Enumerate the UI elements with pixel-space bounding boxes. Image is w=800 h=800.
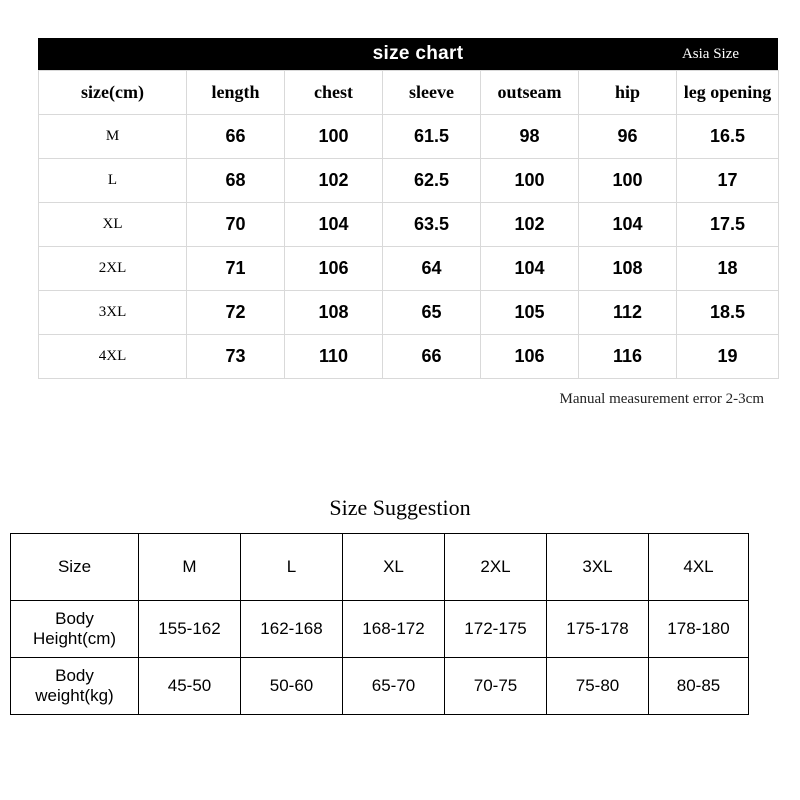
cell-chest: 100 — [285, 115, 383, 159]
size-suggestion-table — [10, 533, 749, 715]
size-suggestion-block — [8, 495, 792, 715]
cell-hip: 96 — [579, 115, 677, 159]
size-suggestion-title: Size Suggestion — [329, 495, 471, 520]
cell-sleeve: 65 — [383, 291, 481, 335]
cell-chest: 106 — [285, 247, 383, 291]
header-spacer-mid — [513, 38, 643, 70]
cell-outseam: 98 — [481, 115, 579, 159]
row-size-label: 4XL — [39, 335, 187, 379]
cell-chest: 110 — [285, 335, 383, 379]
suggestion-row-label-height — [11, 601, 139, 658]
cell-chest: 102 — [285, 159, 383, 203]
column-header-hip: hip — [579, 71, 677, 115]
cell-leg-opening: 18 — [677, 247, 779, 291]
size-chart-title: size chart — [323, 38, 513, 70]
cell-outseam: 106 — [481, 335, 579, 379]
cell-length: 70 — [187, 203, 285, 247]
column-header-sleeve: sleeve — [383, 71, 481, 115]
cell-hip: 100 — [579, 159, 677, 203]
cell-sleeve: 63.5 — [383, 203, 481, 247]
cell-leg-opening: 19 — [677, 335, 779, 379]
cell-hip: 112 — [579, 291, 677, 335]
table-row — [39, 291, 779, 335]
measurement-note: Manual measurement error 2-3cm — [559, 391, 764, 407]
row-label-line-1: Body — [55, 609, 94, 629]
size-chart-block — [38, 38, 778, 408]
cell-hip: 108 — [579, 247, 677, 291]
column-header-chest: chest — [285, 71, 383, 115]
table-row — [39, 247, 779, 291]
cell-weight-m: 45-50 — [139, 658, 241, 715]
cell-leg-opening: 17 — [677, 159, 779, 203]
table-row — [39, 203, 779, 247]
cell-sleeve: 66 — [383, 335, 481, 379]
cell-chest: 108 — [285, 291, 383, 335]
cell-chest: 104 — [285, 203, 383, 247]
row-size-label: 2XL — [39, 247, 187, 291]
cell-length: 68 — [187, 159, 285, 203]
cell-length: 66 — [187, 115, 285, 159]
table-row — [39, 335, 779, 379]
table-header-row — [39, 71, 779, 115]
row-label-line-2: Height(cm) — [32, 629, 117, 648]
cell-weight-2xl: 70-75 — [445, 658, 547, 715]
cell-weight-4xl: 80-85 — [649, 658, 749, 715]
suggestion-row-height — [11, 601, 749, 658]
column-header-length: length — [187, 71, 285, 115]
cell-length: 72 — [187, 291, 285, 335]
cell-height-2xl: 172-175 — [445, 601, 547, 658]
column-header-leg-opening: leg opening — [677, 71, 779, 115]
cell-hip: 104 — [579, 203, 677, 247]
cell-sleeve: 64 — [383, 247, 481, 291]
cell-height-m: 155-162 — [139, 601, 241, 658]
cell-weight-xl: 65-70 — [343, 658, 445, 715]
cell-sleeve: 61.5 — [383, 115, 481, 159]
cell-length: 71 — [187, 247, 285, 291]
header-spacer-left — [38, 38, 323, 70]
size-chart-header — [38, 38, 778, 70]
cell-height-3xl: 175-178 — [547, 601, 649, 658]
suggestion-size-l: L — [241, 534, 343, 601]
row-label-line-1: Body — [55, 666, 94, 686]
row-size-label: L — [39, 159, 187, 203]
cell-leg-opening: 17.5 — [677, 203, 779, 247]
cell-length: 73 — [187, 335, 285, 379]
suggestion-row-weight — [11, 658, 749, 715]
suggestion-size-xl: XL — [343, 534, 445, 601]
column-header-outseam: outseam — [481, 71, 579, 115]
cell-weight-3xl: 75-80 — [547, 658, 649, 715]
column-header-size: size(cm) — [39, 71, 187, 115]
cell-outseam: 100 — [481, 159, 579, 203]
suggestion-size-4xl: 4XL — [649, 534, 749, 601]
cell-leg-opening: 18.5 — [677, 291, 779, 335]
asia-size-badge: Asia Size — [643, 38, 778, 70]
cell-height-l: 162-168 — [241, 601, 343, 658]
cell-hip: 116 — [579, 335, 677, 379]
suggestion-corner-label: Size — [11, 534, 139, 601]
cell-weight-l: 50-60 — [241, 658, 343, 715]
row-size-label: 3XL — [39, 291, 187, 335]
suggestion-header-row — [11, 534, 749, 601]
suggestion-size-m: M — [139, 534, 241, 601]
cell-height-xl: 168-172 — [343, 601, 445, 658]
cell-leg-opening: 16.5 — [677, 115, 779, 159]
row-size-label: M — [39, 115, 187, 159]
row-size-label: XL — [39, 203, 187, 247]
size-chart-table — [38, 70, 779, 379]
table-row — [39, 159, 779, 203]
table-row — [39, 115, 779, 159]
suggestion-size-3xl: 3XL — [547, 534, 649, 601]
row-label-line-2: weight(kg) — [35, 686, 114, 705]
cell-height-4xl: 178-180 — [649, 601, 749, 658]
cell-sleeve: 62.5 — [383, 159, 481, 203]
cell-outseam: 104 — [481, 247, 579, 291]
suggestion-size-2xl: 2XL — [445, 534, 547, 601]
cell-outseam: 105 — [481, 291, 579, 335]
suggestion-row-label-weight — [11, 658, 139, 715]
cell-outseam: 102 — [481, 203, 579, 247]
